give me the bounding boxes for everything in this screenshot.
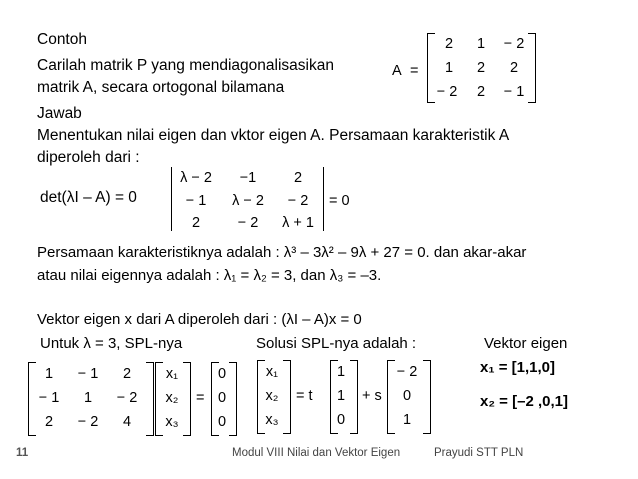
tvec-right-bracket xyxy=(350,360,358,434)
det-cell: 2 xyxy=(191,215,201,231)
page-number: 11 xyxy=(16,447,29,459)
sol-cell: x₂ xyxy=(265,388,279,404)
footer-author: Prayudi STT PLN xyxy=(434,447,524,459)
svec-cell: − 2 xyxy=(396,364,418,380)
xvec-cell: x₃ xyxy=(165,414,179,430)
det-left-bar xyxy=(171,167,172,231)
det-right-bar xyxy=(323,167,324,231)
coef-cell: 2 xyxy=(44,414,54,430)
svec-cell: 0 xyxy=(402,388,412,404)
intro-line-1: Carilah matrik P yang mendiagonalisasikan xyxy=(37,57,334,74)
coef-cell: − 2 xyxy=(77,414,99,430)
det-cell: − 1 xyxy=(185,193,207,209)
svec-right-bracket xyxy=(423,360,431,434)
sol-cell: x₃ xyxy=(265,412,279,428)
det-cell: − 2 xyxy=(237,215,259,231)
det-cell: λ − 2 xyxy=(180,170,212,186)
eigenvector-x1: x₁ = [1,1,0] xyxy=(480,359,555,376)
coef-cell: 1 xyxy=(44,366,54,382)
char-eq-line-1: Persamaan karakteristiknya adalah : λ³ – 3λ² – 9λ + 27 = 0. dan akar-akar xyxy=(37,244,527,261)
footer-module: Modul VIII Nilai dan Vektor Eigen xyxy=(232,447,401,459)
det-cell: 2 xyxy=(293,170,303,186)
det-cell: −1 xyxy=(239,170,257,186)
jawab-heading: Jawab xyxy=(37,105,82,122)
tvec-cell: 1 xyxy=(336,388,346,404)
matrix-a-cell: 1 xyxy=(444,60,454,76)
svec-cell: 1 xyxy=(402,412,412,428)
spl-case-heading: Untuk λ = 3, SPL-nya xyxy=(40,335,183,352)
tvec-cell: 1 xyxy=(336,364,346,380)
eigenvector-x2: x₂ = [–2 ,0,1] xyxy=(480,393,568,410)
matrix-a-cell: 2 xyxy=(476,60,486,76)
matrix-a-equals: = xyxy=(410,63,419,79)
coef-right-bracket xyxy=(146,362,154,436)
det-cell: λ − 2 xyxy=(232,193,264,209)
matrix-a-label: A xyxy=(392,63,402,79)
matrix-a-cell: − 1 xyxy=(503,84,525,100)
coef-cell: − 2 xyxy=(116,390,138,406)
tvec-cell: 0 xyxy=(336,412,346,428)
matrix-a-cell: 2 xyxy=(509,60,519,76)
zero-cell: 0 xyxy=(217,414,227,430)
sol-cell: x₁ xyxy=(265,364,279,380)
solution-t-label: = t xyxy=(296,388,313,404)
intro-line-2: matrik A, secara ortogonal bilamana xyxy=(37,79,285,96)
char-eq-line-2: atau nilai eigennya adalah : λ₁ = λ₂ = 3, dan λ₃ = –3. xyxy=(37,267,382,284)
matrix-a-right-bracket xyxy=(528,33,536,103)
det-cell: λ + 1 xyxy=(282,215,314,231)
coef-cell: 2 xyxy=(122,366,132,382)
xvec-cell: x₂ xyxy=(165,390,179,406)
solution-s-label: + s xyxy=(362,388,382,404)
spl-equals: = xyxy=(196,390,205,406)
det-rhs: = 0 xyxy=(329,193,350,209)
coef-cell: 1 xyxy=(83,390,93,406)
answer-line-2: diperoleh dari : xyxy=(37,149,140,166)
matrix-a-cell: 1 xyxy=(476,36,486,52)
matrix-a-cell: 2 xyxy=(444,36,454,52)
matrix-a-cell: − 2 xyxy=(436,84,458,100)
xvec-cell: x₁ xyxy=(165,366,179,382)
coef-cell: − 1 xyxy=(77,366,99,382)
contoh-heading: Contoh xyxy=(37,31,87,48)
xvec-right-bracket xyxy=(183,362,191,436)
det-cell: − 2 xyxy=(287,193,309,209)
answer-line-1: Menentukan nilai eigen dan vktor eigen A. Persamaan karakteristik A xyxy=(37,127,510,144)
eigvec-definition: Vektor eigen x dari A diperoleh dari : (λI – A)x = 0 xyxy=(37,311,362,328)
eigvec-heading: Vektor eigen xyxy=(484,335,568,352)
spl-solution-heading: Solusi SPL-nya adalah : xyxy=(256,335,417,352)
matrix-a-cell: 2 xyxy=(476,84,486,100)
zero-cell: 0 xyxy=(217,390,227,406)
zero-cell: 0 xyxy=(217,366,227,382)
sol-right-bracket xyxy=(283,360,291,434)
coef-cell: 4 xyxy=(122,414,132,430)
matrix-a-cell: − 2 xyxy=(503,36,525,52)
coef-cell: − 1 xyxy=(38,390,60,406)
det-lhs: det(λI – A) = 0 xyxy=(40,189,137,206)
